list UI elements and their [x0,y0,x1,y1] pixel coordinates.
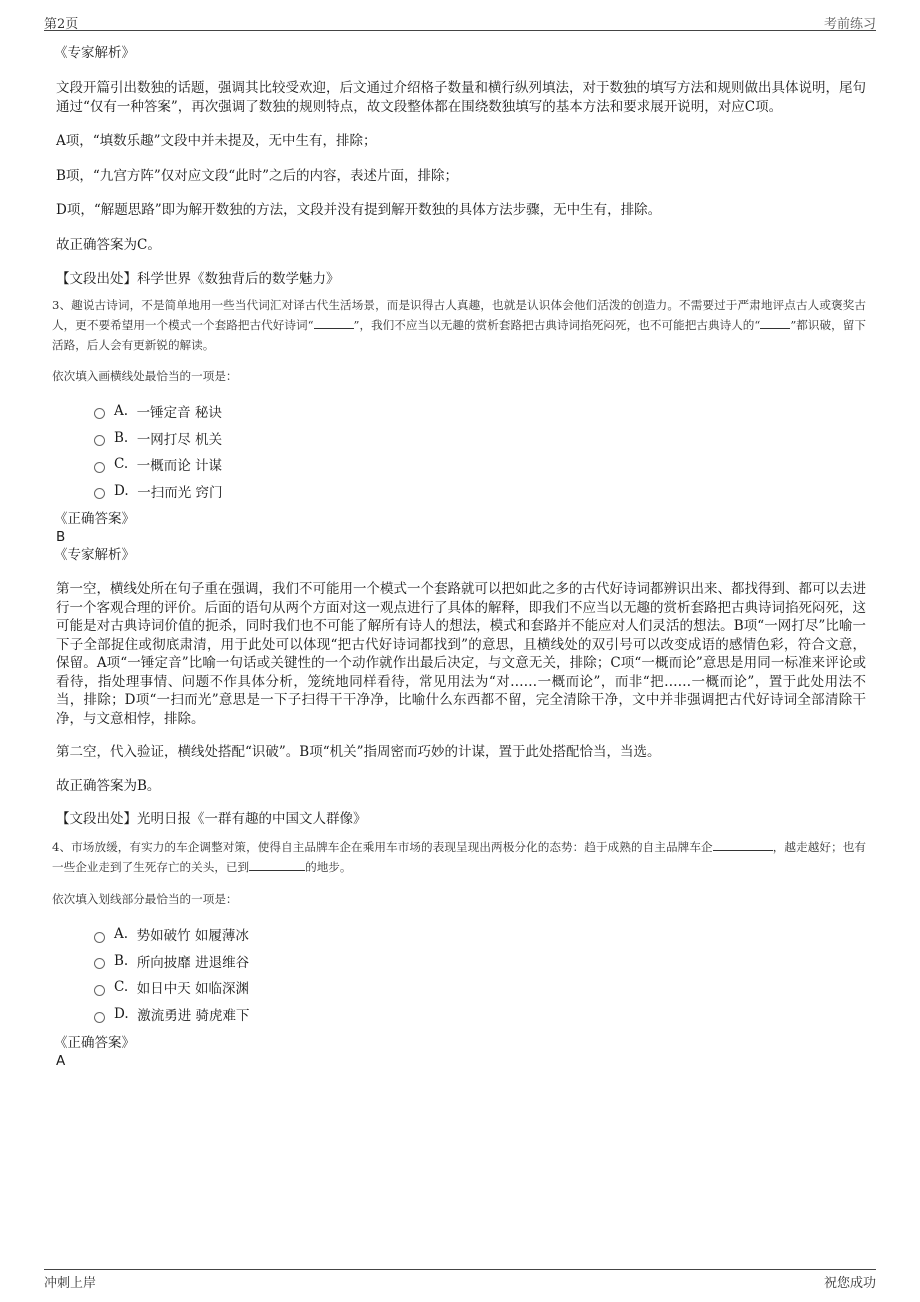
option-label: A. [114,926,129,943]
footer-left-text: 冲刺上岸 [44,1276,97,1291]
radio-icon[interactable] [94,435,105,446]
correct-answer-label: 《正确答案》 [54,1034,135,1051]
analysis-paragraph: 第二空，代入验证，横线处搭配“识破”。B项“机关”指周密而巧妙的计谋，置于此处搭配恰当，当选。 [56,744,661,761]
question-prompt: 依次填入划线部分最恰当的一项是： [52,891,238,906]
radio-icon[interactable] [94,958,105,969]
radio-icon[interactable] [94,408,105,419]
option-text: 一锤定音 秘诀 [136,404,222,421]
question-prompt: 依次填入画横线处最恰当的一项是： [52,368,238,383]
option-label: D. [114,482,129,499]
option-a[interactable] [94,921,866,948]
analysis-option-d: D项，“解题思路”即为解开数独的方法，文段并没有提到解开数独的具体方法步骤，无中生有，排除。 [56,202,662,218]
stem-text: 3、趣说古诗词，不是简单地用一些当代词汇对译古代生活场景，而是识得古人真趣，也就是认识体会他们活泼的创造力。不需要过于严肃地评点古人或褒奖古人，更不要希望用一个模式一个套路把古代好诗词“ [52,297,866,332]
header-title: 考前练习 [823,17,876,32]
fill-blank-1 [713,838,773,851]
fill-blank-1 [314,316,354,329]
option-c[interactable] [94,451,866,478]
option-text: 所向披靡 进退维谷 [136,954,250,971]
correct-answer: A [56,1052,66,1069]
option-b[interactable] [94,947,866,974]
option-label: B. [114,429,129,446]
passage-source: 【文段出处】光明日报《一群有趣的中国文人群像》 [56,811,367,828]
option-label: C. [114,979,129,996]
radio-icon[interactable] [94,985,105,996]
option-label: D. [114,1006,129,1023]
analysis-paragraph: 文段开篇引出数独的话题，强调其比较受欢迎，后文通过介绍格子数量和横行纵列填法，对于数独的填写方法和规则做出具体说明，尾句通过“仅有一种答案”，再次强调了数独的规则特点，故文段整体都在围绕数独填写的基本方法和要求展开说明，对应C项。 [56,80,866,115]
options-list [56,398,866,505]
analysis-paragraph: 第一空，横线处所在句子重在强调，我们不可能用一个模式一个套路就可以把如此之多的古代好诗词都辨识出来、都找得到、都可以去进行一个客观合理的评价。后面的语句从两个方面对这一观点进行了具体的解释，即我们不应当以无趣的赏析套路把古典诗词掐死闷死，这可能是对古典诗词价值的扼杀，同时我们也不可能了解所有诗人的想法，模式和套路并不能应对人们灵活的想法。B项“一网打尽”比喻一下子全部捉住或彻底肃清，用于此处可以体现“把古代好诗词都找到”的意思，且横线处的双引号可以改变成语的感情色彩，符合文意，保留。A项“一锤定音”比喻一句话或关键性的一个动作就作出最后决定，与文意无关，排除；C项“一概而论”意思是用同一标准来评论或看待，指处理事情、问题不作具体分析，笼统地同样看待，常见用法为“对……一概而论”，而非“把……一概而论”，置于此处用法不当，排除；D项“一扫而光”意思是一下子扫得干干净净，比喻什么东西都不留，完全清除干净，文中并非强调把古代好诗词全部清除干净，与文意相悖，排除。 [56,581,866,727]
analysis-option-b: B项，“九宫方阵”仅对应文段“此时”之后的内容，表述片面，排除； [56,167,459,184]
stem-text: ”，我们不应当以无趣的赏析套路把古典诗词掐死闷死，也不可能把古典诗人的“ [353,317,761,332]
page-footer [44,1269,876,1302]
radio-icon[interactable] [94,462,105,473]
expert-analysis-label: 《专家解析》 [54,547,135,564]
option-b[interactable] [94,424,866,451]
option-text: 一概而论 计谋 [136,458,223,475]
footer-right-text: 祝您成功 [823,1276,876,1291]
option-a[interactable] [94,398,866,425]
option-text: 一网打尽 机关 [136,431,223,448]
correct-answer: B [56,529,66,546]
analysis-conclusion: 故正确答案为C。 [56,236,161,253]
option-text: 势如破竹 如履薄冰 [136,928,249,945]
analysis-option-a: A项，“填数乐趣”文段中并未提及，无中生有，排除； [56,133,377,149]
option-d[interactable] [94,1001,866,1028]
options-list [56,921,866,1028]
radio-icon[interactable] [94,488,105,499]
option-c[interactable] [94,974,866,1001]
stem-text: ，越走越好；也有一些企业走到了生死存亡的关头，已到 [52,839,866,874]
question-stem [52,295,866,355]
option-text: 激流勇进 骑虎难下 [137,1008,250,1025]
page-header [44,0,876,31]
fill-blank-2 [760,316,790,329]
option-label: A. [114,402,129,419]
passage-source: 【文段出处】科学世界《数独背后的数学魅力》 [56,271,340,287]
stem-text: ”都识破，留下活路，后人会有更新锐的解读。 [52,317,866,352]
page-number: 第2页 [44,17,79,32]
fill-blank-2 [249,858,305,871]
correct-answer-label: 《正确答案》 [54,511,135,528]
option-label: C. [114,456,129,473]
question-stem [52,837,866,877]
radio-icon[interactable] [94,932,105,943]
analysis-conclusion: 故正确答案为B。 [56,777,161,794]
option-label: B. [114,952,129,969]
option-d[interactable] [94,478,866,505]
page-content [52,44,866,1070]
radio-icon[interactable] [94,1012,105,1023]
stem-text: 的地步。 [305,859,352,874]
expert-analysis-label: 《专家解析》 [54,45,135,61]
option-text: 一扫而光 窍门 [137,484,223,501]
stem-text: 4、市场放缓，有实力的车企调整对策，使得自主品牌车企在乘用车市场的表现呈现出两极分化的态势：趋于成熟的自主品牌车企 [52,839,713,854]
option-text: 如日中天 如临深渊 [136,981,250,998]
